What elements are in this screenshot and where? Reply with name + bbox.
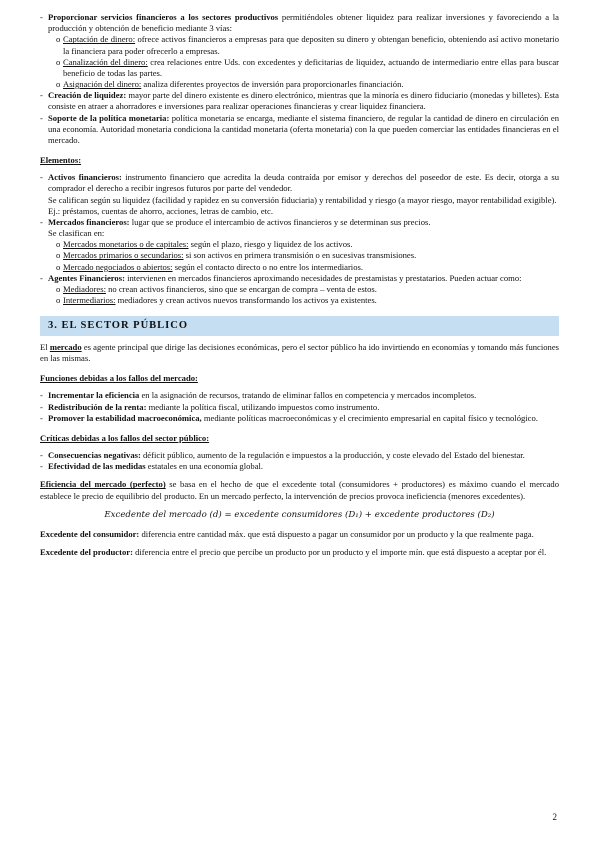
list-item <box>40 450 559 461</box>
page-number: 2 <box>552 812 557 823</box>
item-lead: Consecuencias negativas: <box>48 450 141 461</box>
list-item <box>40 12 559 34</box>
intro-pre: El <box>40 341 50 352</box>
section-intro <box>40 342 559 364</box>
list-item <box>40 172 559 217</box>
item-text: permitiéndoles obtener liquidez para realizar inversiones y favoreciendo a la producción y obtención de beneficio mediante 3 vías: <box>48 12 560 34</box>
item-text: mediante la política fiscal, utilizando impuestos como instrumento. <box>146 401 380 412</box>
item-text: lugar que se produce el intercambio de activos financieros y se determinan sus precios. <box>129 216 431 227</box>
circle-bullet-icon: o <box>56 295 61 306</box>
eficiencia-lead: Eficiencia del mercado (perfecto) <box>40 479 166 490</box>
dash-bullet: - <box>40 412 43 423</box>
item-text: política monetaria se encarga, mediante el sistema financiero, de regular la cantidad de dinero en circulación en una economía. Autoridad monetaria condiciona la cantidad monetaria (oferta monetaria) con la que pueden comerciar las entidades financieras en el mercado. <box>48 112 559 145</box>
sub-term: Intermediarios: <box>63 295 116 306</box>
sub-term: Mercados monetarios o de capitales: <box>63 239 189 250</box>
dash-bullet: - <box>40 450 43 461</box>
item-lead: Mercados financieros: <box>48 216 130 227</box>
item-lead: Promover la estabilidad macroeconómica, <box>48 412 202 423</box>
eficiencia-text: se basa en el hecho de que el excedente total (consumidores + productores) es máximo cuando el mercado establece le precio de equilibrio del producto. En un mercado perfecto, la intervención de precios provoca ineficiencia (menores excedentes). <box>40 479 560 501</box>
item-text: déficit público, aumento de la regulación e impuestos a la producción, y coste elevado del Estado del bienestar. <box>140 450 525 461</box>
sub-term: Asignación del dinero: <box>63 79 142 90</box>
sub-term: Canalización del dinero: <box>63 56 148 67</box>
intro-term: mercado <box>49 341 82 352</box>
sub-list-item <box>40 250 559 261</box>
list-item <box>40 113 559 147</box>
item-lead: Redistribución de la renta: <box>48 401 147 412</box>
item-text: en la asignación de recursos, tratando de eliminar fallos en competencia y mercados incompletos. <box>139 390 477 401</box>
list-item <box>40 90 559 112</box>
circle-bullet-icon: o <box>56 56 61 67</box>
sub-text: si son activos en primera transmisión o en sucesivas transmisiones. <box>183 250 417 261</box>
circle-bullet-icon: o <box>56 261 61 272</box>
productor-text: diferencia entre el precio que percibe un producto por un producto y el importe mín. que está dispuesto a aceptar por él. <box>132 547 547 558</box>
list-item <box>40 413 559 424</box>
sub-text: mediadores y crean activos nuevos transformando los activos ya existentes. <box>115 295 377 306</box>
eficiencia-paragraph <box>40 479 559 501</box>
sub-list-item <box>40 239 559 250</box>
sub-text: analiza diferentes proyectos de inversión para proporcionarles financiación. <box>141 79 404 90</box>
mercados-clasificacion: Se clasifican en: <box>48 228 105 239</box>
circle-bullet-icon: o <box>56 34 61 45</box>
dash-bullet: - <box>40 390 43 401</box>
sub-list-item <box>40 34 559 56</box>
sub-term: Captación de dinero: <box>63 34 136 45</box>
consumidor-paragraph <box>40 529 559 540</box>
criticas-heading: Críticas debidas a los fallos del sector público: <box>40 432 210 443</box>
dash-bullet: - <box>40 216 43 227</box>
sub-list-item <box>40 295 559 306</box>
formula: Excedente del mercado (d) = excedente consumidores (D₁) + excedente productores (D₂) <box>104 509 495 520</box>
section-title: 3. EL SECTOR PÚBLICO <box>40 316 559 336</box>
dash-bullet: - <box>40 112 43 123</box>
sub-list-item <box>40 284 559 295</box>
list-item <box>40 461 559 472</box>
sub-text: según el contacto directo o no entre los intermediarios. <box>172 261 363 272</box>
item-text: intervienen en mercados financieros aproximando necesidades de prestamistas y prestatarios. Pueden actuar como: <box>124 272 522 283</box>
dash-bullet: - <box>40 401 43 412</box>
consumidor-lead: Excedente del consumidor: <box>40 529 140 539</box>
item-lead: Creación de liquidez: <box>48 90 127 101</box>
elementos-heading: Elementos: <box>40 155 82 166</box>
intro-post: es agente principal que dirige las decisiones económicas, pero el sector público ha ido invirtiendo en economías y tomando más funciones en las mismas. <box>40 341 559 364</box>
item-lead: Activos financieros: <box>48 172 122 183</box>
dash-bullet: - <box>40 272 43 283</box>
item-lead: Incrementar la eficiencia <box>48 390 140 401</box>
item-text: instrumento financiero que acredita la deuda contraída por emisor y derechos del poseedor de este. Es decir, otorga a su comprador el derecho a recibir ingresos futuros por parte del vendedor. <box>48 172 559 194</box>
list-item <box>40 217 559 239</box>
sub-term: Mercados primarios o secundarios: <box>63 250 184 261</box>
sub-list-item <box>40 79 559 90</box>
circle-bullet-icon: o <box>56 239 61 250</box>
sub-text: crea relaciones entre Uds. con excedentes y deficitarias de liquidez, actuando de intermediario entre ellas para buscar beneficio de todas las partes. <box>63 56 560 78</box>
productor-lead: Excedente del productor: <box>40 547 133 558</box>
list-item <box>40 390 559 401</box>
activos-ejemplo: Ej.: préstamos, cuentas de ahorro, acciones, letras de cambio, etc. <box>48 205 274 216</box>
sub-term: Mercado negociados o abiertos: <box>63 261 173 272</box>
funciones-heading: Funciones debidas a los fallos del mercado: <box>40 373 198 384</box>
dash-bullet: - <box>40 90 43 101</box>
circle-bullet-icon: o <box>56 283 61 294</box>
consumidor-text: diferencia entre cantidad máx. que está dispuesto a pagar un consumidor por un producto y la que realmente paga. <box>139 529 534 539</box>
item-text: mayor parte del dinero existente es dinero electrónico, mientras que la minoría es dinero fiduciario (monedas y billetes). Esta consiste en atraer a ahorradores e inversiones para realizar operaciones financieras y crear liquidez financiera. <box>48 90 559 112</box>
circle-bullet-icon: o <box>56 250 61 261</box>
item-lead: Proporcionar servicios financieros a los sectores productivos <box>48 12 279 22</box>
item-lead: Soporte de la política monetaria: <box>48 112 170 123</box>
item-text: estatales en una economía global. <box>145 461 264 472</box>
productor-paragraph <box>40 547 559 558</box>
sub-list-item <box>40 262 559 273</box>
item-text: mediante políticas macroeconómicas y el crecimiento empresarial en capital físico y tecnológico. <box>201 412 538 423</box>
list-item <box>40 402 559 413</box>
sub-list-item <box>40 57 559 79</box>
activos-clasificacion: Se califican según su liquidez (facilidad y rapidez en su conversión fiduciaria) y rentabilidad y riesgo (a mayor riesgo, mayor rentabilidad exigible). <box>48 194 557 205</box>
sub-text: no crean activos financieros, sino que se encargan de compra – venta de estos. <box>105 283 377 294</box>
item-lead: Efectividad de las medidas <box>48 461 146 472</box>
dash-bullet: - <box>40 461 43 472</box>
item-lead: Agentes Financieros: <box>48 272 125 283</box>
sub-text: según el plazo, riesgo y liquidez de los activos. <box>188 239 353 250</box>
dash-bullet: - <box>40 172 43 183</box>
dash-bullet: - <box>40 12 43 22</box>
sub-text: ofrece activos financieros a empresas para que depositen su dinero y obtengan beneficio, obteniendo así activo monetario la financiera para poder ofrecerlo a empresas. <box>63 34 559 56</box>
circle-bullet-icon: o <box>56 79 61 90</box>
sub-term: Mediadores: <box>63 283 106 294</box>
list-item <box>40 273 559 284</box>
